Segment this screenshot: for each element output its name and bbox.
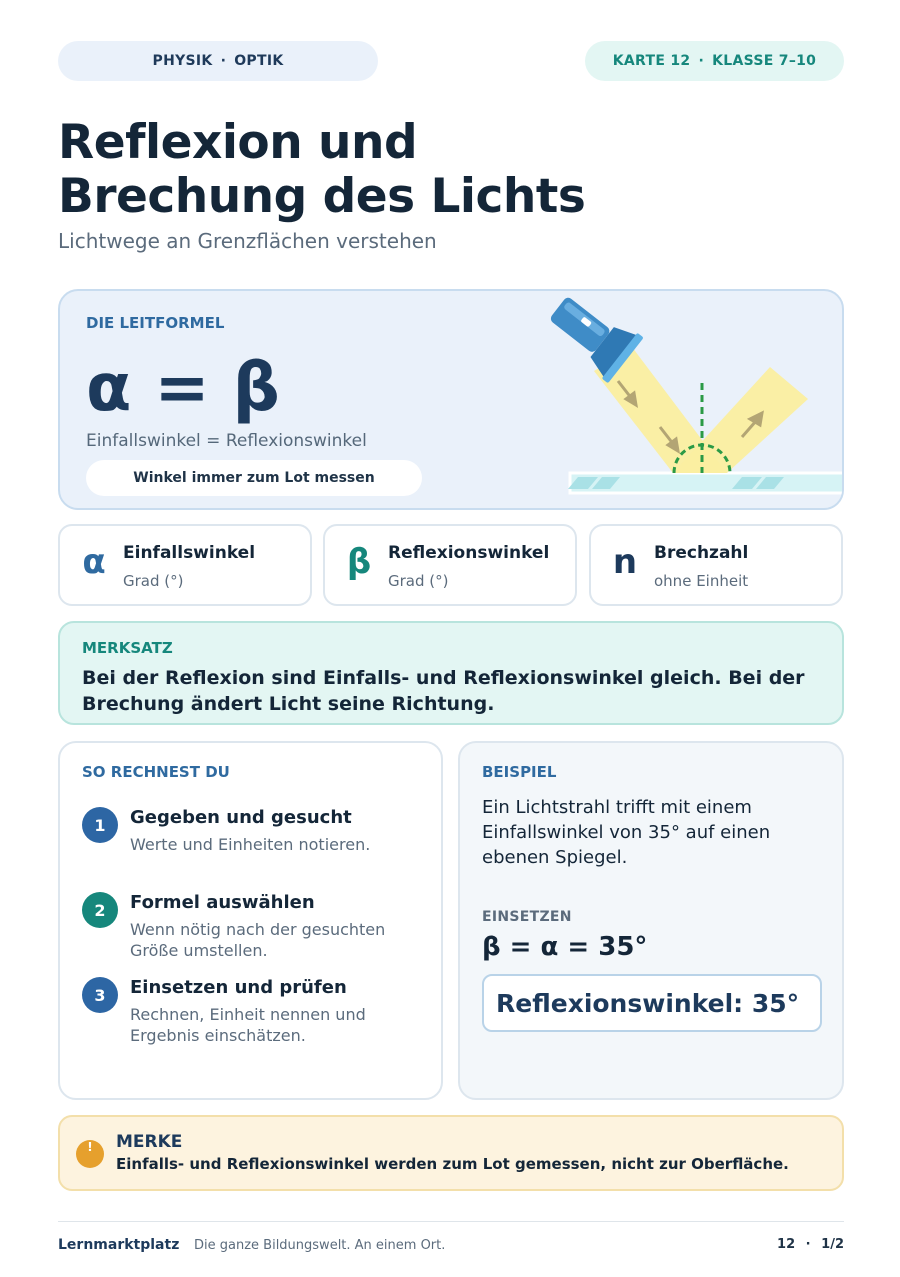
- grade-label: KLASSE 7–10: [712, 53, 817, 69]
- note-label: MERKE: [116, 1132, 183, 1152]
- variable-symbol: α: [82, 542, 106, 582]
- variable-symbol: n: [612, 542, 638, 582]
- variable-unit: Grad (°): [388, 572, 449, 590]
- title-line-2: Brechung des Lichts: [58, 169, 586, 224]
- merksatz-label: MERKSATZ: [82, 639, 173, 657]
- step-title: Gegeben und gesucht: [130, 807, 352, 828]
- page-separator: ·: [805, 1237, 811, 1252]
- variable-symbol: β: [346, 542, 372, 582]
- main-formula: α = β: [86, 349, 280, 426]
- card-label: KARTE 12: [612, 53, 691, 69]
- variable-name: Einfallswinkel: [123, 543, 256, 563]
- step-number-badge: 2: [82, 892, 118, 928]
- variable-card-brechzahl: [589, 524, 843, 606]
- exclamation-icon: !: [76, 1140, 104, 1168]
- topic-label: OPTIK: [234, 53, 284, 69]
- variable-name: Reflexionswinkel: [388, 543, 550, 563]
- formula-card-label: DIE LEITFORMEL: [86, 314, 225, 332]
- formula-card: [58, 289, 844, 510]
- step-number-badge: 3: [82, 977, 118, 1013]
- example-formula: β = α = 35°: [482, 932, 648, 962]
- subject-pill: [58, 41, 378, 81]
- footer-divider: [58, 1221, 844, 1222]
- footer-tagline: Die ganze Bildungswelt. An einem Ort.: [194, 1238, 446, 1253]
- example-sub-label: EINSETZEN: [482, 909, 572, 925]
- variable-unit: ohne Einheit: [654, 572, 749, 590]
- example-card: [458, 741, 844, 1100]
- variable-name: Brechzahl: [654, 543, 749, 563]
- variable-card-einfallswinkel: [58, 524, 312, 606]
- step-description: Wenn nötig nach der gesuchten Größe umstellen.: [130, 920, 386, 960]
- flashlight-reflection-icon: [470, 291, 844, 510]
- page-of: 1/2: [821, 1237, 844, 1252]
- reflected-beam: [673, 367, 808, 473]
- step-description: Rechnen, Einheit nennen und Ergebnis einschätzen.: [130, 1005, 366, 1045]
- formula-description: Einfallswinkel = Reflexionswinkel: [86, 431, 367, 451]
- variable-unit: Grad (°): [123, 572, 184, 590]
- page-subtitle: Lichtwege an Grenzflächen verstehen: [58, 229, 437, 253]
- card-separator: ·: [698, 53, 705, 69]
- page-current: 12: [777, 1237, 796, 1252]
- card-pill: [585, 41, 844, 81]
- subject-label: PHYSIK: [152, 53, 213, 69]
- note-card: [58, 1115, 844, 1191]
- title-line-1: Reflexion und: [58, 115, 418, 170]
- example-result: Reflexionswinkel: 35°: [482, 974, 822, 1032]
- example-label: BEISPIEL: [482, 763, 557, 781]
- step-title: Formel auswählen: [130, 892, 315, 913]
- footer-brand: Lernmarktplatz: [58, 1237, 180, 1253]
- variable-card-reflexionswinkel: [323, 524, 577, 606]
- note-text: Einfalls- und Reflexionswinkel werden zum Lot gemessen, nicht zur Oberfläche.: [116, 1155, 789, 1173]
- formula-hint: Winkel immer zum Lot messen: [86, 460, 422, 496]
- page-number: [777, 1237, 844, 1252]
- merksatz-card: [58, 621, 844, 725]
- step-title: Einsetzen und prüfen: [130, 977, 347, 998]
- step-description: Werte und Einheiten notieren.: [130, 835, 371, 854]
- step-number-badge: 1: [82, 807, 118, 843]
- subject-separator: ·: [220, 53, 227, 69]
- merksatz-text: Bei der Reflexion sind Einfalls- und Reflexionswinkel gleich. Bei der Brechung ändert Licht seine Richtung.: [82, 667, 805, 715]
- steps-label: SO RECHNEST DU: [82, 763, 230, 781]
- page-title: [58, 116, 758, 224]
- steps-card: [58, 741, 443, 1100]
- example-text: Ein Lichtstrahl trifft mit einem Einfallswinkel von 35° auf einen ebenen Spiegel.: [482, 797, 771, 868]
